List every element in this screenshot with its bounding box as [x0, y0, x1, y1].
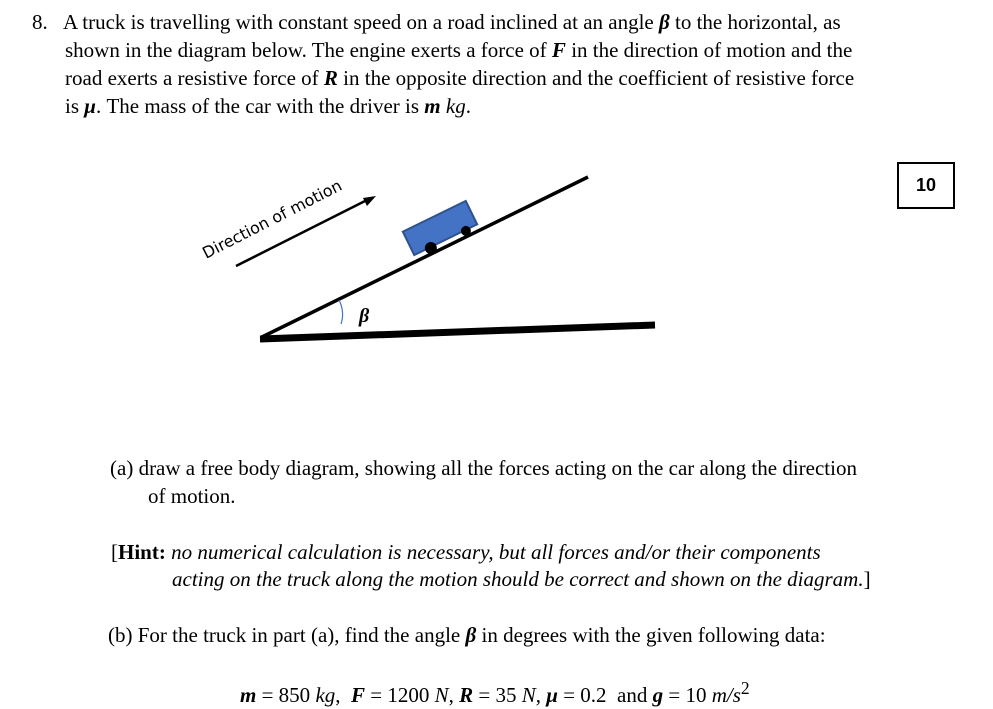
- hint-line1: no numerical calculation is necessary, but all forces and/or their components: [171, 540, 821, 564]
- question-line-3: road exerts a resistive force of R in the opposite direction and the coefficient of resistive force: [65, 66, 855, 90]
- hint-open-bracket: [: [111, 540, 118, 564]
- ground-line: [260, 325, 655, 339]
- data-g-sym: g: [652, 683, 664, 707]
- data-m-unit: kg: [315, 683, 336, 707]
- data-R-unit: N: [521, 683, 536, 707]
- question-line-1: A truck is travelling with constant speed on a road inclined at an angle β to the horizontal, as: [63, 10, 841, 34]
- part-b-text-before: For the truck in part (a), find the angle: [137, 623, 461, 647]
- hint-keyword: Hint:: [118, 540, 166, 564]
- data-R-val: = 35: [473, 683, 522, 707]
- data-F-sym: F: [351, 683, 366, 707]
- data-g-exponent: 2: [740, 678, 750, 698]
- hint: [111, 538, 821, 566]
- data-and: and: [617, 683, 648, 707]
- angle-arc: [339, 300, 343, 324]
- part-a: [110, 454, 857, 482]
- part-a-line2: of motion.: [148, 484, 236, 508]
- part-b: [108, 621, 826, 649]
- hint-continued: [172, 565, 871, 593]
- data-m-sym: m: [240, 683, 257, 707]
- question-line-4: is μ. The mass of the car with the driver is m kg.: [65, 94, 471, 118]
- given-data: m = 850 kg, F = 1200 N, R = 35 N, μ = 0.2 and g = 10 $m/s^2$: [240, 678, 750, 707]
- data-F-unit: N: [434, 683, 449, 707]
- data-mu-val: = 0.2: [557, 683, 607, 707]
- truck: [403, 201, 480, 261]
- direction-arrowhead: [363, 196, 376, 206]
- data-mu-sym: μ: [546, 683, 558, 707]
- data-F-val: = 1200: [365, 683, 435, 707]
- data-g-unit: m/s: [711, 683, 741, 707]
- part-b-var: β: [465, 623, 477, 647]
- part-a-continued: [148, 482, 236, 510]
- part-a-label: (a): [110, 456, 134, 480]
- part-a-line1: draw a free body diagram, showing all the forces acting on the car along the direction: [138, 456, 857, 480]
- part-b-text-after: in degrees with the given following data:: [481, 623, 826, 647]
- data-g-val: = 10: [663, 683, 712, 707]
- part-b-label: (b): [108, 623, 133, 647]
- question-line-2: shown in the diagram below. The engine exerts a force of F in the direction of motion and the: [65, 38, 853, 62]
- hint-close-bracket: ]: [863, 567, 871, 591]
- marks-value: 10: [915, 175, 937, 195]
- angle-label: β: [359, 305, 370, 327]
- data-R-sym: R: [459, 683, 474, 707]
- question-number: 8.: [32, 10, 48, 34]
- direction-label: Direction of motion: [199, 175, 345, 263]
- data-m-val: = 850: [256, 683, 316, 707]
- hint-line2: acting on the truck along the motion should be correct and shown on the diagram.: [172, 567, 864, 591]
